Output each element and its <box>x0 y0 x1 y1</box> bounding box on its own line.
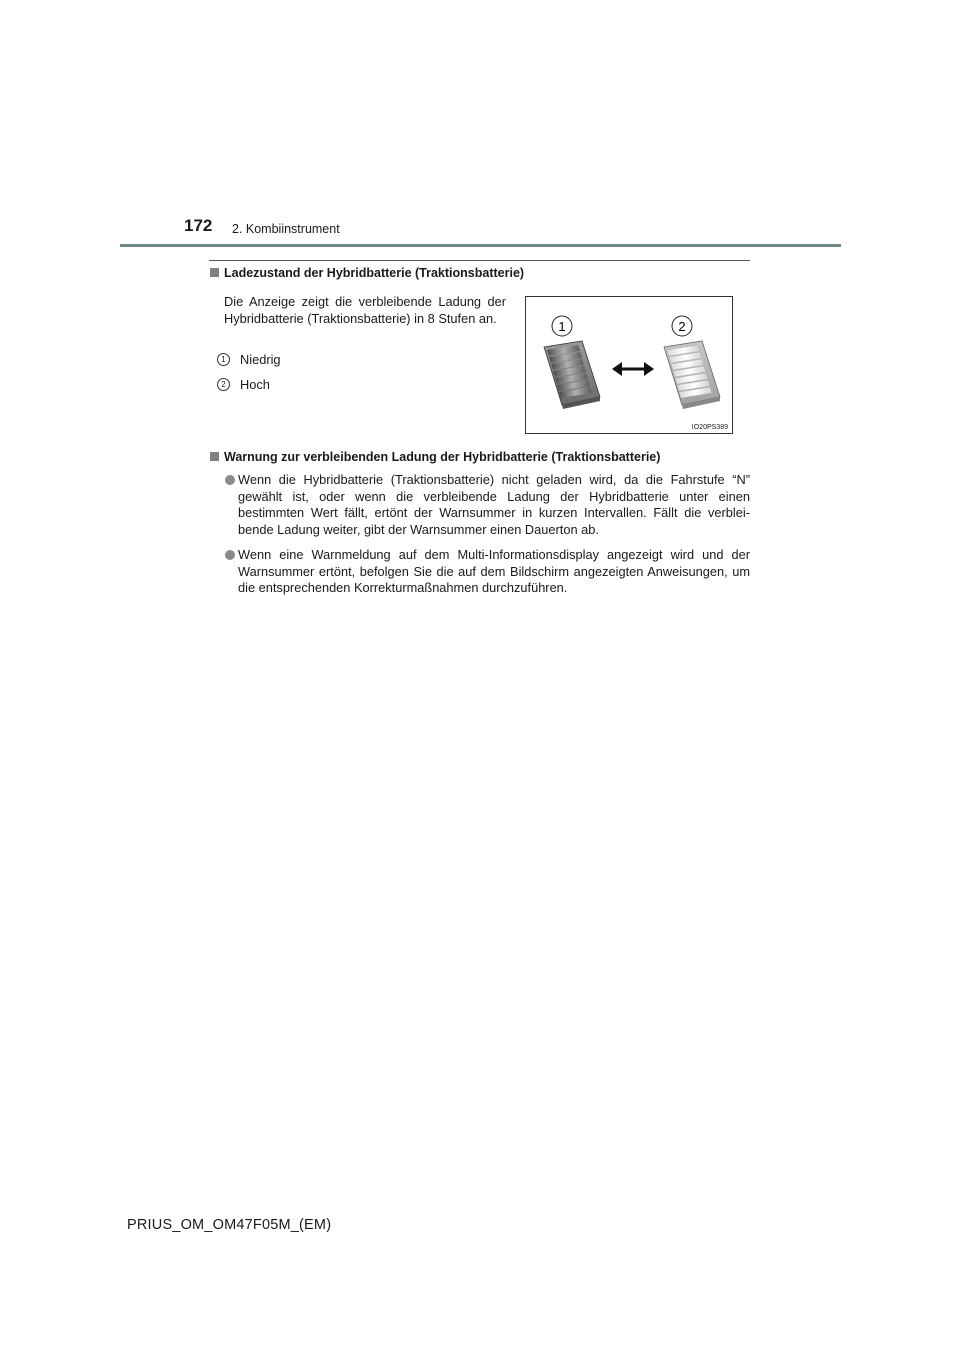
list-item <box>226 547 750 597</box>
charge-state-paragraph: Die Anzeige zeigt die verbleibende Ladung der Hybridbatterie (Traktionsbatterie) in 8 Stufen an. <box>224 294 506 326</box>
double-arrow-icon <box>612 362 654 376</box>
callout-1-icon <box>552 316 572 336</box>
svg-text:2: 2 <box>678 319 686 334</box>
square-bullet-icon <box>210 268 219 277</box>
bullet-dot-icon <box>225 475 235 485</box>
list-item <box>226 472 750 538</box>
battery-high-icon <box>664 341 720 409</box>
page-number: 172 <box>184 216 213 235</box>
number-2-icon: 2 <box>217 378 230 391</box>
number-1-icon: 1 <box>217 353 230 366</box>
bullet-text: Wenn die Hybridbatterie (Traktionsbatterie) nicht geladen wird, da die Fahrstufe “N” gewählt ist, oder wenn die verbleibende Ladung der Hybridbatterie unter einen bestimmten Wert fällt, ertönt der Warnsummer in kurzen Intervallen. Fällt die verblei-bende Ladung weiter, gibt der Warnsummer einen Dauerton ab. <box>238 472 750 537</box>
heading-warning-text: Warnung zur verbleibenden Ladung der Hybridbatterie (Traktionsbatterie) <box>224 450 661 464</box>
list-item-low-label: Niedrig <box>240 352 281 367</box>
svg-text:1: 1 <box>558 319 566 334</box>
heading-warning <box>210 450 660 464</box>
heading-charge-state <box>210 266 524 280</box>
section-title: 2. Kombiinstrument <box>232 222 340 236</box>
content-divider <box>209 260 750 261</box>
square-bullet-icon <box>210 452 219 461</box>
heading-charge-state-text: Ladezustand der Hybridbatterie (Traktionsbatterie) <box>224 266 525 280</box>
footer-doc-code: PRIUS_OM_OM47F05M_(EM) <box>127 1217 332 1233</box>
header-divider <box>120 244 841 247</box>
battery-level-figure <box>525 296 733 434</box>
callout-2-icon <box>672 316 692 336</box>
bullet-dot-icon <box>225 550 235 560</box>
battery-illustration <box>526 297 732 433</box>
battery-low-icon <box>544 341 600 409</box>
list-item-low <box>217 352 281 367</box>
bullet-text: Wenn eine Warnmeldung auf dem Multi-Informationsdisplay angezeigt wird und der Warnsummer ertönt, befolgen Sie die auf dem Bildschirm angezeigten Anweisungen, um die entsprechenden Korrekturmaßnahmen durchzuführen. <box>238 547 750 595</box>
list-item-high-label: Hoch <box>240 377 270 392</box>
figure-code: IO20PS389 <box>691 424 728 431</box>
list-item-high <box>217 377 270 392</box>
